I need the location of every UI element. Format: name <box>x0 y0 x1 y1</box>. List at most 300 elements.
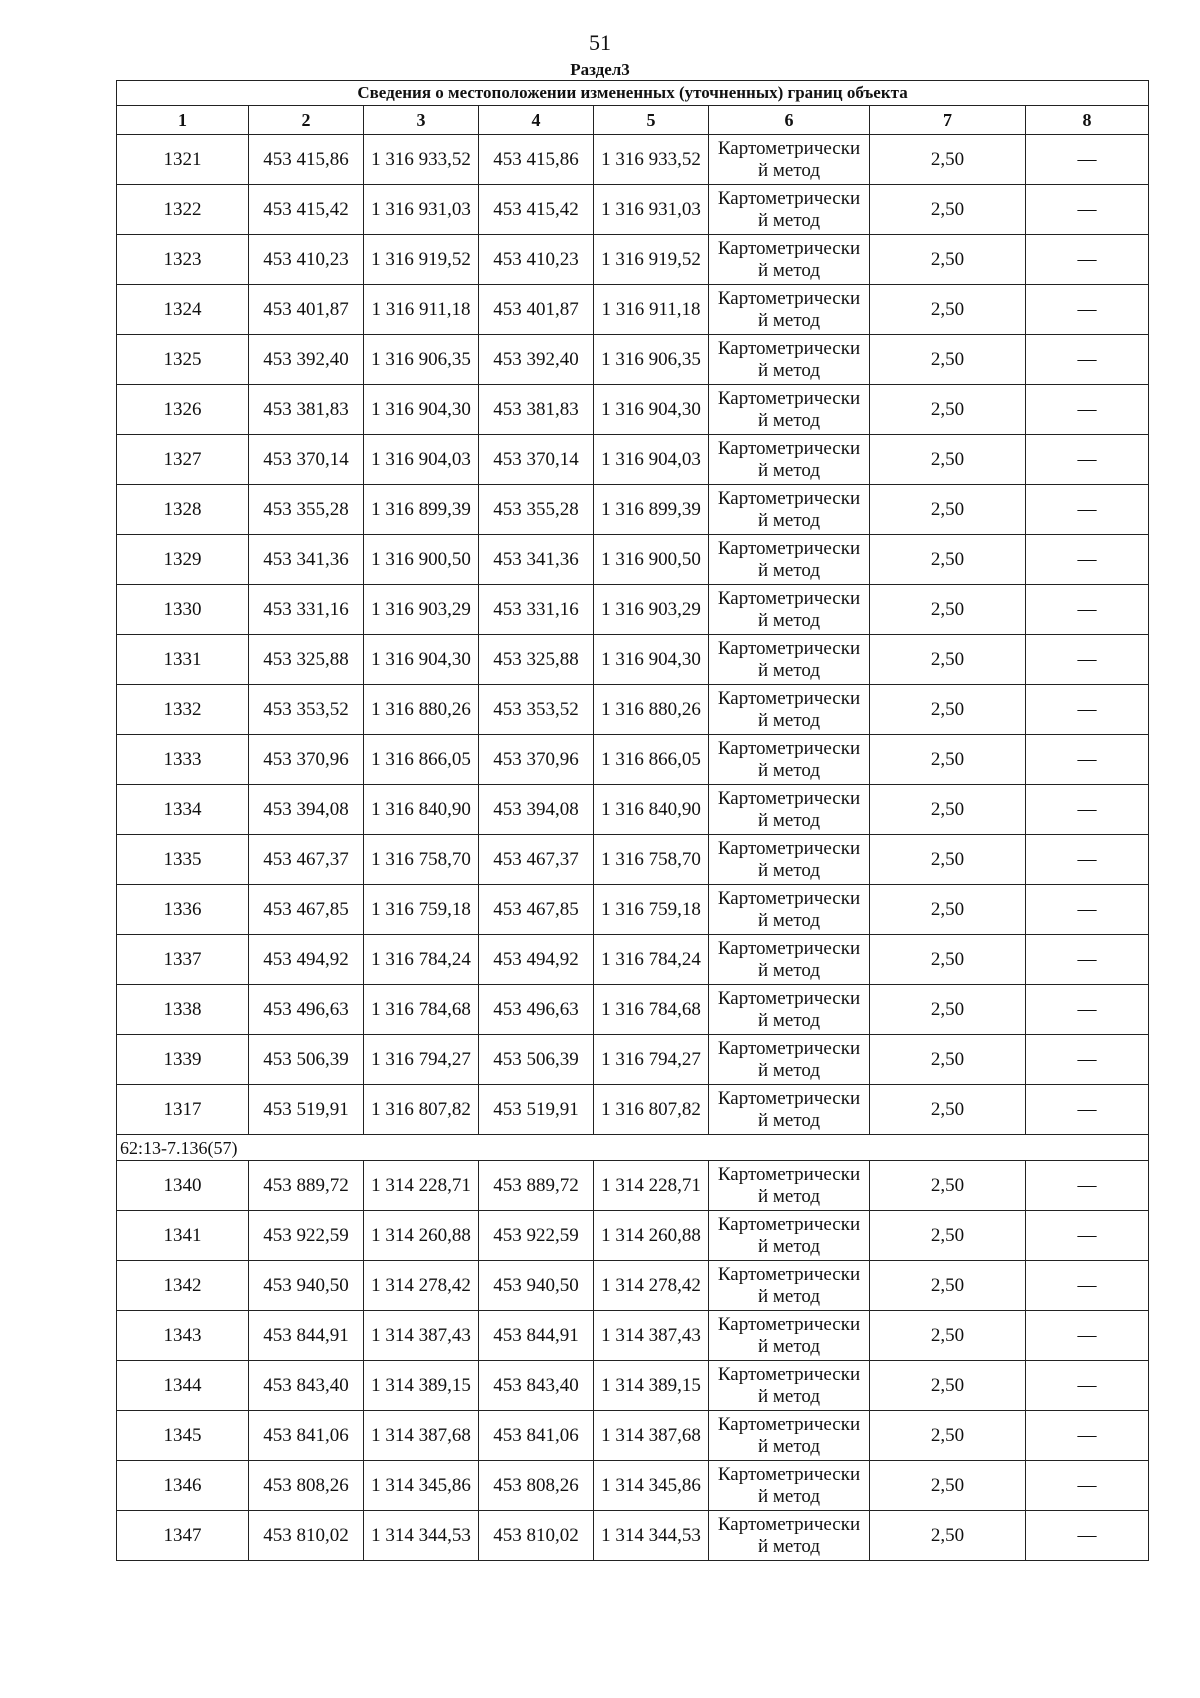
table-row <box>117 235 1149 285</box>
method-cell <box>709 285 870 335</box>
point-number-cell: 1342 <box>117 1261 249 1311</box>
existing-y-cell: 1 314 387,68 <box>364 1411 479 1461</box>
table-row <box>117 335 1149 385</box>
method-cell <box>709 735 870 785</box>
table-row <box>117 485 1149 535</box>
existing-y-cell: 1 314 345,86 <box>364 1461 479 1511</box>
refined-x-cell: 453 810,02 <box>479 1511 594 1561</box>
method-cell <box>709 885 870 935</box>
description-cell: — <box>1026 785 1149 835</box>
existing-x-cell: 453 922,59 <box>249 1211 364 1261</box>
method-text-line1: Картометрически <box>717 787 861 809</box>
refined-x-cell: 453 381,83 <box>479 385 594 435</box>
table-row <box>117 1035 1149 1085</box>
point-number-cell: 1324 <box>117 285 249 335</box>
point-number-cell: 1344 <box>117 1361 249 1411</box>
refined-x-cell: 453 467,37 <box>479 835 594 885</box>
method-cell <box>709 1261 870 1311</box>
existing-x-cell: 453 392,40 <box>249 335 364 385</box>
point-number-cell: 1333 <box>117 735 249 785</box>
method-text-line1: Картометрически <box>717 1163 861 1185</box>
method-cell <box>709 835 870 885</box>
method-text-line1: Картометрически <box>717 487 861 509</box>
precision-cell: 2,50 <box>870 1311 1026 1361</box>
method-text-line2: й метод <box>757 1059 821 1081</box>
description-cell: — <box>1026 1311 1149 1361</box>
refined-x-cell: 453 415,42 <box>479 185 594 235</box>
existing-x-cell: 453 394,08 <box>249 785 364 835</box>
refined-x-cell: 453 341,36 <box>479 535 594 585</box>
precision-cell: 2,50 <box>870 1511 1026 1561</box>
table-row <box>117 1411 1149 1461</box>
precision-cell: 2,50 <box>870 585 1026 635</box>
method-text-line2: й метод <box>757 409 821 431</box>
table-row <box>117 135 1149 185</box>
existing-x-cell: 453 331,16 <box>249 585 364 635</box>
description-cell: — <box>1026 1085 1149 1135</box>
refined-y-cell: 1 314 228,71 <box>594 1161 709 1211</box>
refined-y-cell: 1 316 758,70 <box>594 835 709 885</box>
description-cell: — <box>1026 1161 1149 1211</box>
method-text-line1: Картометрически <box>717 737 861 759</box>
method-cell <box>709 1161 870 1211</box>
existing-y-cell: 1 316 919,52 <box>364 235 479 285</box>
precision-cell: 2,50 <box>870 885 1026 935</box>
method-text-line1: Картометрически <box>717 337 861 359</box>
method-cell <box>709 385 870 435</box>
refined-y-cell: 1 316 784,24 <box>594 935 709 985</box>
refined-y-cell: 1 316 903,29 <box>594 585 709 635</box>
refined-x-cell: 453 370,96 <box>479 735 594 785</box>
precision-cell: 2,50 <box>870 185 1026 235</box>
existing-y-cell: 1 316 759,18 <box>364 885 479 935</box>
method-text-line2: й метод <box>757 1385 821 1407</box>
table-row <box>117 1161 1149 1211</box>
refined-y-cell: 1 316 904,30 <box>594 385 709 435</box>
point-number-cell: 1343 <box>117 1311 249 1361</box>
point-number-cell: 1328 <box>117 485 249 535</box>
refined-x-cell: 453 889,72 <box>479 1161 594 1211</box>
method-cell <box>709 435 870 485</box>
existing-y-cell: 1 314 389,15 <box>364 1361 479 1411</box>
method-cell <box>709 185 870 235</box>
description-cell: — <box>1026 535 1149 585</box>
table-row <box>117 1211 1149 1261</box>
column-number: 4 <box>479 106 594 135</box>
existing-x-cell: 453 410,23 <box>249 235 364 285</box>
precision-cell: 2,50 <box>870 1085 1026 1135</box>
coordinates-table <box>116 80 1149 1561</box>
existing-y-cell: 1 316 758,70 <box>364 835 479 885</box>
method-text-line1: Картометрически <box>717 1463 861 1485</box>
column-number: 2 <box>249 106 364 135</box>
method-text-line2: й метод <box>757 909 821 931</box>
existing-y-cell: 1 316 904,30 <box>364 385 479 435</box>
description-cell: — <box>1026 735 1149 785</box>
precision-cell: 2,50 <box>870 1211 1026 1261</box>
table-row <box>117 835 1149 885</box>
existing-x-cell: 453 401,87 <box>249 285 364 335</box>
existing-x-cell: 453 496,63 <box>249 985 364 1035</box>
method-text-line2: й метод <box>757 1285 821 1307</box>
column-number: 3 <box>364 106 479 135</box>
description-cell: — <box>1026 1261 1149 1311</box>
existing-y-cell: 1 316 900,50 <box>364 535 479 585</box>
refined-x-cell: 453 353,52 <box>479 685 594 735</box>
table-caption-row <box>117 81 1149 106</box>
point-number-cell: 1337 <box>117 935 249 985</box>
description-cell: — <box>1026 1035 1149 1085</box>
method-text-line1: Картометрически <box>717 687 861 709</box>
method-text-line1: Картометрически <box>717 1263 861 1285</box>
table-row <box>117 735 1149 785</box>
refined-x-cell: 453 922,59 <box>479 1211 594 1261</box>
existing-y-cell: 1 316 866,05 <box>364 735 479 785</box>
description-cell: — <box>1026 935 1149 985</box>
column-number: 5 <box>594 106 709 135</box>
method-text-line1: Картометрически <box>717 1087 861 1109</box>
description-cell: — <box>1026 1461 1149 1511</box>
method-text-line2: й метод <box>757 1235 821 1257</box>
method-text-line1: Картометрически <box>717 287 861 309</box>
refined-y-cell: 1 314 345,86 <box>594 1461 709 1511</box>
refined-y-cell: 1 316 840,90 <box>594 785 709 835</box>
method-text-line1: Картометрически <box>717 437 861 459</box>
existing-x-cell: 453 325,88 <box>249 635 364 685</box>
existing-y-cell: 1 316 906,35 <box>364 335 479 385</box>
method-text-line1: Картометрически <box>717 1513 861 1535</box>
method-text-line2: й метод <box>757 1335 821 1357</box>
method-cell <box>709 1461 870 1511</box>
refined-x-cell: 453 325,88 <box>479 635 594 685</box>
point-number-cell: 1345 <box>117 1411 249 1461</box>
method-cell <box>709 1035 870 1085</box>
refined-y-cell: 1 316 759,18 <box>594 885 709 935</box>
refined-x-cell: 453 808,26 <box>479 1461 594 1511</box>
point-number-cell: 1332 <box>117 685 249 735</box>
column-number: 7 <box>870 106 1026 135</box>
refined-y-cell: 1 314 344,53 <box>594 1511 709 1561</box>
method-text-line1: Картометрически <box>717 1363 861 1385</box>
refined-y-cell: 1 314 389,15 <box>594 1361 709 1411</box>
method-cell <box>709 1411 870 1461</box>
existing-y-cell: 1 314 344,53 <box>364 1511 479 1561</box>
description-cell: — <box>1026 1511 1149 1561</box>
point-number-cell: 1329 <box>117 535 249 585</box>
description-cell: — <box>1026 1411 1149 1461</box>
method-text-line2: й метод <box>757 1185 821 1207</box>
existing-y-cell: 1 316 899,39 <box>364 485 479 535</box>
existing-x-cell: 453 370,96 <box>249 735 364 785</box>
table-row <box>117 585 1149 635</box>
refined-y-cell: 1 314 387,43 <box>594 1311 709 1361</box>
existing-x-cell: 453 415,86 <box>249 135 364 185</box>
refined-y-cell: 1 316 794,27 <box>594 1035 709 1085</box>
existing-x-cell: 453 843,40 <box>249 1361 364 1411</box>
method-cell <box>709 585 870 635</box>
table-row <box>117 1511 1149 1561</box>
method-text-line1: Картометрически <box>717 1413 861 1435</box>
table-row <box>117 885 1149 935</box>
refined-y-cell: 1 316 784,68 <box>594 985 709 1035</box>
description-cell: — <box>1026 185 1149 235</box>
point-number-cell: 1336 <box>117 885 249 935</box>
precision-cell: 2,50 <box>870 935 1026 985</box>
method-text-line1: Картометрически <box>717 537 861 559</box>
precision-cell: 2,50 <box>870 1361 1026 1411</box>
method-text-line1: Картометрически <box>717 137 861 159</box>
method-text-line2: й метод <box>757 709 821 731</box>
method-text-line2: й метод <box>757 359 821 381</box>
method-cell <box>709 785 870 835</box>
existing-y-cell: 1 316 911,18 <box>364 285 479 335</box>
existing-y-cell: 1 316 794,27 <box>364 1035 479 1085</box>
refined-x-cell: 453 843,40 <box>479 1361 594 1411</box>
table-row <box>117 435 1149 485</box>
refined-x-cell: 453 410,23 <box>479 235 594 285</box>
method-text-line2: й метод <box>757 609 821 631</box>
refined-y-cell: 1 314 260,88 <box>594 1211 709 1261</box>
method-text-line2: й метод <box>757 559 821 581</box>
existing-y-cell: 1 314 228,71 <box>364 1161 479 1211</box>
page-number: 51 <box>589 30 611 55</box>
point-number-cell: 1339 <box>117 1035 249 1085</box>
refined-x-cell: 453 494,92 <box>479 935 594 985</box>
existing-x-cell: 453 494,92 <box>249 935 364 985</box>
group-row <box>117 1135 1149 1161</box>
precision-cell: 2,50 <box>870 335 1026 385</box>
method-text-line1: Картометрически <box>717 937 861 959</box>
method-text-line1: Картометрически <box>717 187 861 209</box>
refined-y-cell: 1 314 278,42 <box>594 1261 709 1311</box>
table-caption: Сведения о местоположении измененных (уточненных) границ объекта <box>117 81 1149 106</box>
table-row <box>117 185 1149 235</box>
method-text-line1: Картометрически <box>717 237 861 259</box>
point-number-cell: 1346 <box>117 1461 249 1511</box>
column-number: 1 <box>117 106 249 135</box>
refined-y-cell: 1 316 866,05 <box>594 735 709 785</box>
table-row <box>117 535 1149 585</box>
refined-x-cell: 453 467,85 <box>479 885 594 935</box>
precision-cell: 2,50 <box>870 385 1026 435</box>
method-cell <box>709 135 870 185</box>
method-text-line2: й метод <box>757 859 821 881</box>
precision-cell: 2,50 <box>870 635 1026 685</box>
point-number-cell: 1341 <box>117 1211 249 1261</box>
description-cell: — <box>1026 435 1149 485</box>
table-row <box>117 935 1149 985</box>
existing-y-cell: 1 316 840,90 <box>364 785 479 835</box>
description-cell: — <box>1026 1211 1149 1261</box>
precision-cell: 2,50 <box>870 135 1026 185</box>
existing-x-cell: 453 341,36 <box>249 535 364 585</box>
method-text-line2: й метод <box>757 159 821 181</box>
column-number: 8 <box>1026 106 1149 135</box>
method-cell <box>709 1311 870 1361</box>
method-cell <box>709 635 870 685</box>
method-text-line2: й метод <box>757 1109 821 1131</box>
existing-x-cell: 453 519,91 <box>249 1085 364 1135</box>
table-row <box>117 985 1149 1035</box>
precision-cell: 2,50 <box>870 985 1026 1035</box>
precision-cell: 2,50 <box>870 485 1026 535</box>
existing-x-cell: 453 353,52 <box>249 685 364 735</box>
precision-cell: 2,50 <box>870 835 1026 885</box>
existing-y-cell: 1 316 807,82 <box>364 1085 479 1135</box>
precision-cell: 2,50 <box>870 235 1026 285</box>
existing-x-cell: 453 844,91 <box>249 1311 364 1361</box>
description-cell: — <box>1026 235 1149 285</box>
refined-y-cell: 1 314 387,68 <box>594 1411 709 1461</box>
description-cell: — <box>1026 585 1149 635</box>
point-number-cell: 1340 <box>117 1161 249 1211</box>
method-text-line2: й метод <box>757 659 821 681</box>
refined-y-cell: 1 316 904,30 <box>594 635 709 685</box>
table-row <box>117 285 1149 335</box>
existing-x-cell: 453 810,02 <box>249 1511 364 1561</box>
refined-y-cell: 1 316 900,50 <box>594 535 709 585</box>
description-cell: — <box>1026 335 1149 385</box>
precision-cell: 2,50 <box>870 1411 1026 1461</box>
precision-cell: 2,50 <box>870 1261 1026 1311</box>
refined-x-cell: 453 370,14 <box>479 435 594 485</box>
method-text-line2: й метод <box>757 259 821 281</box>
point-number-cell: 1335 <box>117 835 249 885</box>
precision-cell: 2,50 <box>870 785 1026 835</box>
refined-x-cell: 453 394,08 <box>479 785 594 835</box>
description-cell: — <box>1026 1361 1149 1411</box>
description-cell: — <box>1026 885 1149 935</box>
table-row <box>117 685 1149 735</box>
refined-x-cell: 453 506,39 <box>479 1035 594 1085</box>
point-number-cell: 1326 <box>117 385 249 435</box>
table-row <box>117 1261 1149 1311</box>
method-text-line1: Картометрически <box>717 387 861 409</box>
table-row <box>117 635 1149 685</box>
existing-x-cell: 453 370,14 <box>249 435 364 485</box>
column-number: 6 <box>709 106 870 135</box>
existing-y-cell: 1 316 904,03 <box>364 435 479 485</box>
method-cell <box>709 335 870 385</box>
refined-y-cell: 1 316 931,03 <box>594 185 709 235</box>
existing-x-cell: 453 467,85 <box>249 885 364 935</box>
description-cell: — <box>1026 685 1149 735</box>
point-number-cell: 1322 <box>117 185 249 235</box>
refined-x-cell: 453 496,63 <box>479 985 594 1035</box>
existing-y-cell: 1 316 784,24 <box>364 935 479 985</box>
refined-x-cell: 453 841,06 <box>479 1411 594 1461</box>
method-text-line1: Картометрически <box>717 1037 861 1059</box>
refined-x-cell: 453 401,87 <box>479 285 594 335</box>
refined-x-cell: 453 844,91 <box>479 1311 594 1361</box>
existing-y-cell: 1 314 387,43 <box>364 1311 479 1361</box>
description-cell: — <box>1026 635 1149 685</box>
existing-y-cell: 1 316 784,68 <box>364 985 479 1035</box>
description-cell: — <box>1026 135 1149 185</box>
group-label: 62:13-7.136(57) <box>117 1135 1149 1161</box>
method-text-line2: й метод <box>757 1009 821 1031</box>
description-cell: — <box>1026 485 1149 535</box>
method-text-line2: й метод <box>757 509 821 531</box>
existing-y-cell: 1 316 933,52 <box>364 135 479 185</box>
existing-x-cell: 453 506,39 <box>249 1035 364 1085</box>
description-cell: — <box>1026 835 1149 885</box>
existing-y-cell: 1 314 278,42 <box>364 1261 479 1311</box>
point-number-cell: 1317 <box>117 1085 249 1135</box>
method-text-line2: й метод <box>757 959 821 981</box>
refined-y-cell: 1 316 807,82 <box>594 1085 709 1135</box>
method-text-line2: й метод <box>757 309 821 331</box>
method-text-line1: Картометрически <box>717 887 861 909</box>
point-number-cell: 1325 <box>117 335 249 385</box>
table-row <box>117 385 1149 435</box>
refined-y-cell: 1 316 933,52 <box>594 135 709 185</box>
refined-y-cell: 1 316 911,18 <box>594 285 709 335</box>
precision-cell: 2,50 <box>870 1035 1026 1085</box>
description-cell: — <box>1026 985 1149 1035</box>
point-number-cell: 1323 <box>117 235 249 285</box>
point-number-cell: 1347 <box>117 1511 249 1561</box>
method-text-line1: Картометрически <box>717 987 861 1009</box>
method-text-line1: Картометрически <box>717 1213 861 1235</box>
existing-x-cell: 453 841,06 <box>249 1411 364 1461</box>
table-row <box>117 785 1149 835</box>
existing-x-cell: 453 940,50 <box>249 1261 364 1311</box>
precision-cell: 2,50 <box>870 285 1026 335</box>
refined-y-cell: 1 316 904,03 <box>594 435 709 485</box>
refined-x-cell: 453 940,50 <box>479 1261 594 1311</box>
refined-y-cell: 1 316 880,26 <box>594 685 709 735</box>
point-number-cell: 1334 <box>117 785 249 835</box>
description-cell: — <box>1026 385 1149 435</box>
existing-y-cell: 1 316 904,30 <box>364 635 479 685</box>
method-cell <box>709 1511 870 1561</box>
method-text-line1: Картометрически <box>717 837 861 859</box>
method-text-line2: й метод <box>757 209 821 231</box>
refined-y-cell: 1 316 919,52 <box>594 235 709 285</box>
method-text-line1: Картометрически <box>717 1313 861 1335</box>
refined-y-cell: 1 316 906,35 <box>594 335 709 385</box>
method-text-line2: й метод <box>757 759 821 781</box>
refined-x-cell: 453 331,16 <box>479 585 594 635</box>
method-cell <box>709 1085 870 1135</box>
method-cell <box>709 235 870 285</box>
refined-x-cell: 453 415,86 <box>479 135 594 185</box>
method-cell <box>709 485 870 535</box>
method-text-line2: й метод <box>757 1485 821 1507</box>
existing-x-cell: 453 355,28 <box>249 485 364 535</box>
method-cell <box>709 535 870 585</box>
method-cell <box>709 985 870 1035</box>
refined-x-cell: 453 392,40 <box>479 335 594 385</box>
existing-y-cell: 1 314 260,88 <box>364 1211 479 1261</box>
precision-cell: 2,50 <box>870 1461 1026 1511</box>
precision-cell: 2,50 <box>870 435 1026 485</box>
existing-x-cell: 453 808,26 <box>249 1461 364 1511</box>
method-cell <box>709 1361 870 1411</box>
existing-y-cell: 1 316 880,26 <box>364 685 479 735</box>
refined-y-cell: 1 316 899,39 <box>594 485 709 535</box>
precision-cell: 2,50 <box>870 1161 1026 1211</box>
column-number-row <box>117 106 1149 135</box>
method-text-line1: Картометрически <box>717 637 861 659</box>
existing-y-cell: 1 316 931,03 <box>364 185 479 235</box>
method-cell <box>709 935 870 985</box>
table-row <box>117 1361 1149 1411</box>
precision-cell: 2,50 <box>870 535 1026 585</box>
table-row <box>117 1311 1149 1361</box>
existing-x-cell: 453 467,37 <box>249 835 364 885</box>
